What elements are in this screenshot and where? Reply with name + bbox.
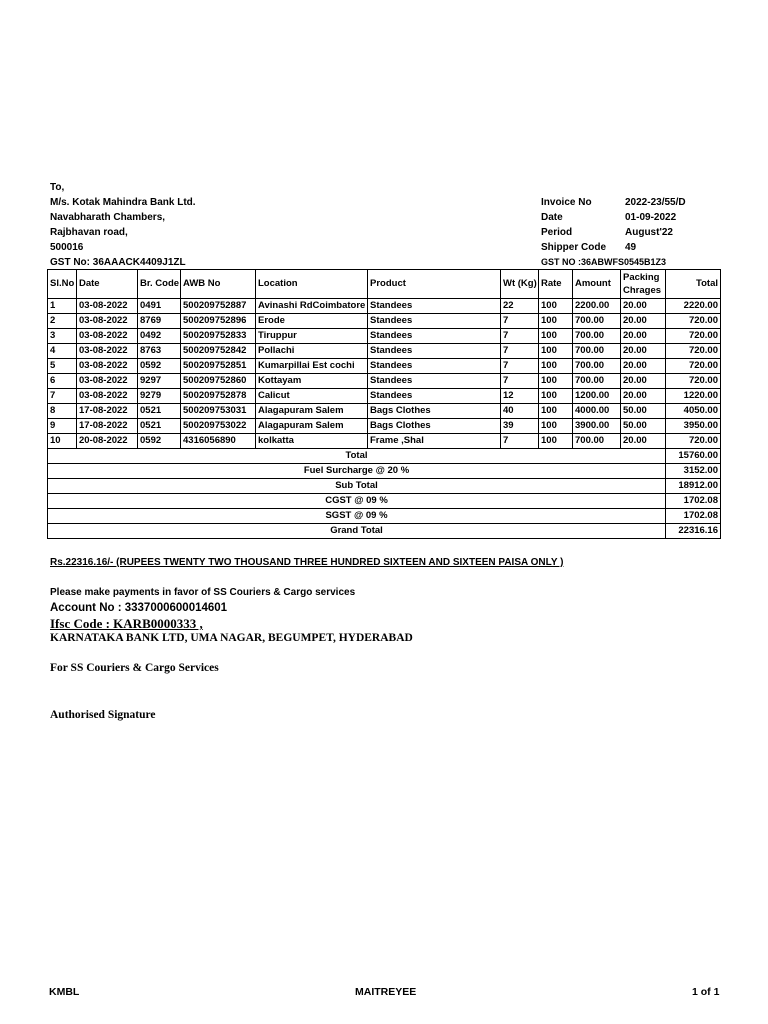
summary-label: SGST @ 09 % (48, 509, 666, 524)
cell-total: 4050.00 (666, 404, 721, 419)
summary-row (48, 464, 721, 479)
shipper-code-row (541, 240, 686, 255)
footer-page-number: 1 of 1 (692, 986, 720, 998)
cell-weight: 7 (501, 374, 539, 389)
invoice-no-row (541, 195, 686, 210)
invoice-date-value: 01-09-2022 (625, 212, 677, 223)
address-to: To, (50, 182, 65, 193)
cell-awb-no: 500209752887 (181, 299, 256, 314)
cell-slno: 9 (48, 419, 77, 434)
col-header-amount: Amount (573, 270, 621, 299)
summary-label: CGST @ 09 % (48, 494, 666, 509)
cell-location: Alagapuram Salem (256, 419, 368, 434)
summary-value: 1702.08 (666, 509, 721, 524)
summary-value: 18912.00 (666, 479, 721, 494)
cell-slno: 6 (48, 374, 77, 389)
cell-total: 720.00 (666, 434, 721, 449)
cell-rate: 100 (539, 434, 573, 449)
cell-slno: 2 (48, 314, 77, 329)
cell-packing: 20.00 (621, 359, 666, 374)
cell-slno: 7 (48, 389, 77, 404)
summary-value: 22316.16 (666, 524, 721, 539)
invoice-date-row (541, 210, 686, 225)
shipper-code-value: 49 (625, 242, 637, 253)
cell-packing: 20.00 (621, 389, 666, 404)
cell-location: kolkatta (256, 434, 368, 449)
cell-product: Bags Clothes (368, 419, 501, 434)
cell-weight: 7 (501, 314, 539, 329)
cell-date: 03-08-2022 (77, 389, 138, 404)
cell-awb-no: 500209752833 (181, 329, 256, 344)
cell-slno: 4 (48, 344, 77, 359)
summary-row (48, 449, 721, 464)
cell-rate: 100 (539, 404, 573, 419)
cell-rate: 100 (539, 419, 573, 434)
cell-awb-no: 500209753031 (181, 404, 256, 419)
cell-total: 2220.00 (666, 299, 721, 314)
cell-rate: 100 (539, 314, 573, 329)
invoice-no-label: Invoice No (541, 197, 592, 208)
cell-awb-no: 500209752860 (181, 374, 256, 389)
cell-packing: 20.00 (621, 299, 666, 314)
cell-rate: 100 (539, 359, 573, 374)
cell-total: 3950.00 (666, 419, 721, 434)
col-header-total: Total (666, 270, 721, 299)
col-header-weight: Wt (Kg) (501, 270, 539, 299)
authorised-signature: Authorised Signature (50, 709, 156, 721)
cell-total: 720.00 (666, 329, 721, 344)
invoice-meta (541, 195, 686, 270)
cell-weight: 39 (501, 419, 539, 434)
cell-br-code: 0491 (138, 299, 181, 314)
cell-amount: 2200.00 (573, 299, 621, 314)
bank-name: KARNATAKA BANK LTD, UMA NAGAR, BEGUMPET, HYDERABAD (50, 632, 413, 644)
footer-center: MAITREYEE (355, 986, 417, 998)
address-pin: 500016 (50, 242, 84, 253)
cell-rate: 100 (539, 329, 573, 344)
cell-total: 720.00 (666, 314, 721, 329)
table-summary (48, 449, 721, 539)
cell-weight: 12 (501, 389, 539, 404)
cell-total: 720.00 (666, 359, 721, 374)
col-header-product: Product (368, 270, 501, 299)
cell-product: Standees (368, 299, 501, 314)
table-row (48, 404, 721, 419)
cell-br-code: 0592 (138, 359, 181, 374)
table-row (48, 419, 721, 434)
cell-amount: 4000.00 (573, 404, 621, 419)
cell-location: Pollachi (256, 344, 368, 359)
table-row (48, 314, 721, 329)
sender-gst: GST NO :36ABWFS0545B1Z3 (541, 257, 667, 267)
summary-row (48, 494, 721, 509)
cell-awb-no: 500209752851 (181, 359, 256, 374)
cell-amount: 700.00 (573, 329, 621, 344)
col-header-br-code: Br. Code (138, 270, 181, 299)
cell-product: Standees (368, 344, 501, 359)
cell-location: Erode (256, 314, 368, 329)
col-header-packing: Packing Chrages (621, 270, 666, 299)
cell-amount: 700.00 (573, 344, 621, 359)
cell-packing: 50.00 (621, 404, 666, 419)
cell-weight: 7 (501, 329, 539, 344)
table-row (48, 344, 721, 359)
summary-label: Fuel Surcharge @ 20 % (48, 464, 666, 479)
cell-location: Calicut (256, 389, 368, 404)
cell-location: Kumarpillai Est cochi (256, 359, 368, 374)
cell-product: Standees (368, 374, 501, 389)
cell-slno: 3 (48, 329, 77, 344)
summary-row (48, 524, 721, 539)
table-row (48, 299, 721, 314)
cell-awb-no: 500209752878 (181, 389, 256, 404)
cell-awb-no: 4316056890 (181, 434, 256, 449)
cell-br-code: 9279 (138, 389, 181, 404)
cell-packing: 20.00 (621, 329, 666, 344)
cell-packing: 20.00 (621, 344, 666, 359)
cell-weight: 40 (501, 404, 539, 419)
address-line-1: Navabharath Chambers, (50, 212, 166, 223)
amount-in-words: Rs.22316.16/- (RUPEES TWENTY TWO THOUSAND THREE HUNDRED SIXTEEN AND SIXTEEN PAISA ONLY ) (50, 557, 564, 568)
cell-amount: 700.00 (573, 359, 621, 374)
cell-slno: 1 (48, 299, 77, 314)
summary-row (48, 479, 721, 494)
recipient-address (50, 180, 196, 270)
table-row (48, 434, 721, 449)
col-header-date: Date (77, 270, 138, 299)
cell-total: 1220.00 (666, 389, 721, 404)
cell-date: 03-08-2022 (77, 329, 138, 344)
col-header-location: Location (256, 270, 368, 299)
cell-br-code: 0521 (138, 404, 181, 419)
invoice-date-label: Date (541, 212, 563, 223)
payment-note: Please make payments in favor of SS Couriers & Cargo services (50, 587, 356, 598)
cell-date: 17-08-2022 (77, 404, 138, 419)
cell-date: 03-08-2022 (77, 299, 138, 314)
cell-br-code: 8763 (138, 344, 181, 359)
invoice-no-value: 2022-23/55/D (625, 197, 686, 208)
cell-location: Alagapuram Salem (256, 404, 368, 419)
cell-total: 720.00 (666, 344, 721, 359)
summary-value: 3152.00 (666, 464, 721, 479)
cell-date: 17-08-2022 (77, 419, 138, 434)
cell-product: Standees (368, 389, 501, 404)
cell-rate: 100 (539, 344, 573, 359)
cell-awb-no: 500209752896 (181, 314, 256, 329)
cell-packing: 20.00 (621, 434, 666, 449)
cell-rate: 100 (539, 374, 573, 389)
period-label: Period (541, 227, 573, 238)
period-row (541, 225, 686, 240)
cell-weight: 22 (501, 299, 539, 314)
col-header-rate: Rate (539, 270, 573, 299)
cell-amount: 3900.00 (573, 419, 621, 434)
cell-br-code: 9297 (138, 374, 181, 389)
cell-slno: 5 (48, 359, 77, 374)
cell-location: Tiruppur (256, 329, 368, 344)
cell-product: Standees (368, 314, 501, 329)
cell-product: Standees (368, 359, 501, 374)
table-row (48, 374, 721, 389)
cell-slno: 10 (48, 434, 77, 449)
cell-rate: 100 (539, 389, 573, 404)
table-row (48, 329, 721, 344)
cell-rate: 100 (539, 299, 573, 314)
cell-location: Avinashi RdCoimbatore (256, 299, 368, 314)
cell-amount: 700.00 (573, 314, 621, 329)
cell-weight: 7 (501, 359, 539, 374)
table-row (48, 359, 721, 374)
cell-amount: 1200.00 (573, 389, 621, 404)
invoice-table (47, 269, 721, 539)
table-header-row (48, 270, 721, 299)
col-header-slno: Sl.No (48, 270, 77, 299)
ifsc-code: Ifsc Code : KARB0000333 , (50, 616, 203, 631)
recipient-gst: GST No: 36AAACK4409J1ZL (50, 257, 186, 268)
summary-value: 15760.00 (666, 449, 721, 464)
cell-location: Kottayam (256, 374, 368, 389)
cell-product: Bags Clothes (368, 404, 501, 419)
cell-packing: 50.00 (621, 419, 666, 434)
summary-label: Grand Total (48, 524, 666, 539)
cell-packing: 20.00 (621, 374, 666, 389)
cell-br-code: 0492 (138, 329, 181, 344)
cell-br-code: 0592 (138, 434, 181, 449)
table-body (48, 299, 721, 449)
summary-row (48, 509, 721, 524)
summary-label: Sub Total (48, 479, 666, 494)
address-line-2: Rajbhavan road, (50, 227, 128, 238)
cell-br-code: 8769 (138, 314, 181, 329)
cell-date: 03-08-2022 (77, 344, 138, 359)
for-company: For SS Couriers & Cargo Services (50, 662, 219, 674)
cell-weight: 7 (501, 434, 539, 449)
shipper-code-label: Shipper Code (541, 242, 607, 253)
account-number: Account No : 3337000600014601 (50, 602, 228, 614)
summary-label: Total (48, 449, 666, 464)
table-row (48, 389, 721, 404)
col-header-awb-no: AWB No (181, 270, 256, 299)
cell-date: 03-08-2022 (77, 374, 138, 389)
summary-value: 1702.08 (666, 494, 721, 509)
cell-date: 20-08-2022 (77, 434, 138, 449)
cell-product: Frame ,Shal (368, 434, 501, 449)
recipient-name: M/s. Kotak Mahindra Bank Ltd. (50, 197, 196, 208)
cell-br-code: 0521 (138, 419, 181, 434)
cell-total: 720.00 (666, 374, 721, 389)
period-value: August'22 (625, 227, 673, 238)
footer-left: KMBL (49, 986, 80, 998)
cell-date: 03-08-2022 (77, 359, 138, 374)
cell-product: Standees (368, 329, 501, 344)
cell-amount: 700.00 (573, 434, 621, 449)
cell-slno: 8 (48, 404, 77, 419)
cell-awb-no: 500209753022 (181, 419, 256, 434)
cell-date: 03-08-2022 (77, 314, 138, 329)
cell-amount: 700.00 (573, 374, 621, 389)
cell-weight: 7 (501, 344, 539, 359)
cell-awb-no: 500209752842 (181, 344, 256, 359)
cell-packing: 20.00 (621, 314, 666, 329)
